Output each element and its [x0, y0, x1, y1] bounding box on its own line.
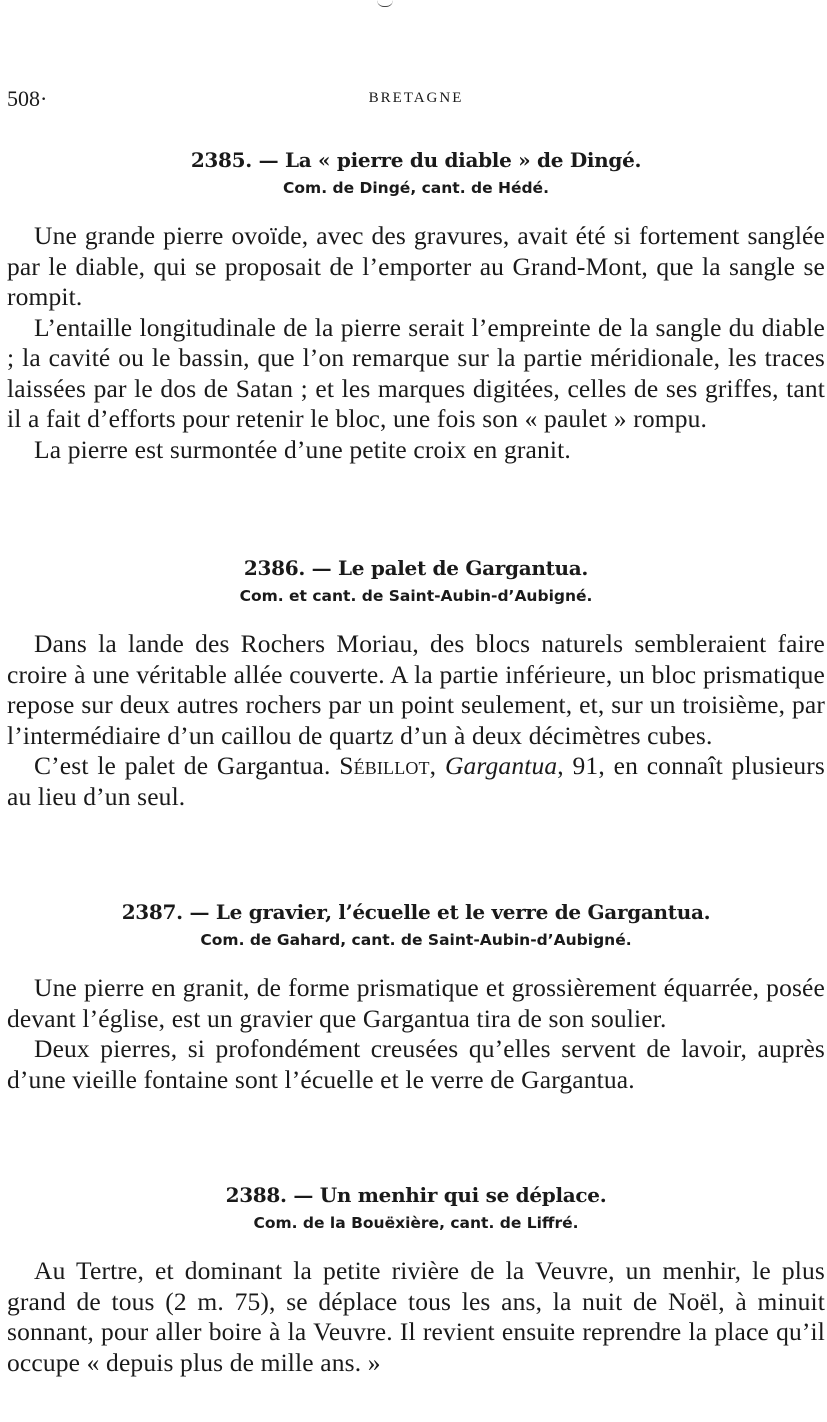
entry-paragraph: Au Tertre, et dominant la petite rivière de la Veuvre, un menhir, le plus grand de tous (2 m. 75), se déplace tous les ans, la nuit de Noël, à minuit sonnant, pour aller boire à la Veuvre. Il revient ensuite reprendre la place qu’il occupe « depuis plus de mille ans. » — [7, 1256, 825, 1377]
running-head: BRETAGNE — [368, 90, 464, 106]
entry-title: 2387. — Le gravier, l’écuelle et le verre de Gargantua. — [121, 900, 711, 924]
entry-title: 2388. — Un menhir qui se déplace. — [225, 1183, 607, 1207]
entry-paragraph: Dans la lande des Rochers Moriau, des blocs naturels sembleraient faire croire à une véritable allée couverte. A la partie inférieure, un bloc prismatique repose sur deux autres rochers par un point seulement, et, sur un troisième, par l’intermédiaire d’un caillou de quartz d’un à deux décimètres cubes. — [7, 629, 825, 750]
citation-separator: , — [429, 751, 445, 780]
entry-paragraph: Une pierre en granit, de forme prismatique et grossièrement équarrée, posée devant l’église, est un gravier que Gargantua tira de son soulier. — [7, 973, 825, 1033]
entry-paragraph: Une grande pierre ovoïde, avec des gravures, avait été si fortement sanglée par le diable, qui se proposait de l’emporter au Grand-Mont, que la sangle se rompit. — [7, 221, 825, 311]
entry-title: 2385. — La « pierre du diable » de Dingé. — [190, 148, 642, 172]
citation-text-before: C’est le palet de Gargantua. — [34, 751, 340, 780]
entry-paragraph: Deux pierres, si profondément creusées qu’elles servent de lavoir, auprès d’une vieille fontaine sont l’écuelle et le verre de Gargantua. — [7, 1034, 825, 1094]
entry-paragraph: La pierre est surmontée d’une petite croix en granit. — [34, 434, 571, 464]
entry-paragraph: L’entaille longitudinale de la pierre serait l’empreinte de la sangle du diable ; la cavité ou le bassin, que l’on remarque sur la partie méridionale, les traces laissées par le dos de Satan ; et les marques digitées, celles de ses griffes, tant il a fait d’efforts pour retenir le bloc, une fois son « paulet » rompu. — [7, 312, 825, 433]
entry-location: Com. de la Bouëxière, cant. de Liffré. — [253, 1214, 579, 1232]
page-header — [7, 86, 825, 116]
page-number: 508· — [7, 86, 48, 111]
citation-author: Sébillot — [339, 751, 430, 780]
entry-2385 — [7, 145, 825, 465]
print-mark — [377, 0, 393, 7]
entry-location: Com. et cant. de Saint-Aubin-d’Aubigné. — [239, 587, 593, 605]
entry-location: Com. de Dingé, cant. de Hédé. — [283, 179, 549, 197]
entry-paragraph-citation — [7, 751, 825, 812]
entry-title: 2386. — Le palet de Gargantua. — [243, 556, 589, 580]
entry-2386 — [7, 553, 825, 812]
entry-location: Com. de Gahard, cant. de Saint-Aubin-d’Aubigné. — [200, 931, 632, 949]
entry-2387 — [7, 897, 825, 1095]
entry-2388 — [7, 1180, 825, 1378]
citation-text-after: , 91, en connaît plusieurs au lieu d’un seul. — [7, 751, 825, 811]
citation-work: Gargantua — [444, 751, 558, 780]
